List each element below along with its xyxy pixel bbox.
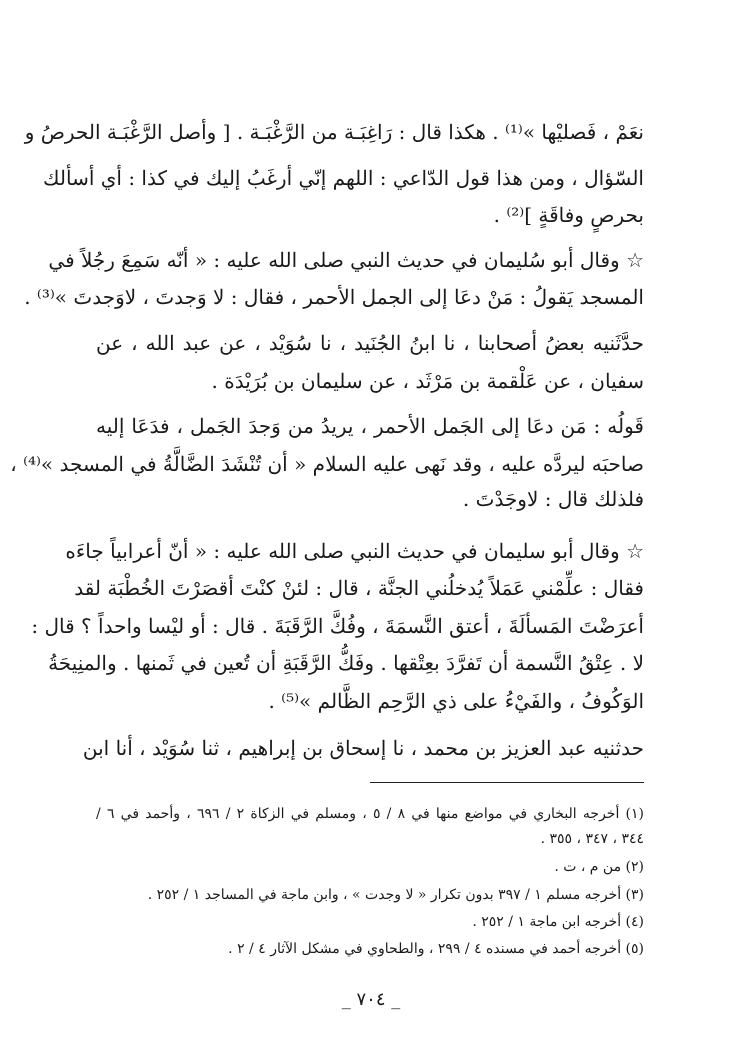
footnote-separator bbox=[370, 782, 644, 783]
body-line: فقال : علِّمْني عَمَلاً يُدخلُني الجنَّة ، قال : لئنْ كنْتَ أقصَرْتَ الخُطْبَة لقد bbox=[74, 576, 644, 600]
footnote-line: (٢) من م ، ت . bbox=[554, 859, 644, 875]
footnote-line: (٣) أخرجه مسلم ١ / ٣٩٧ بدون تكرار « لا وجدت » ، وابن ماجة في المساجد ١ / ٢٥٢ . bbox=[147, 887, 644, 903]
footnote-line: (٤) أخرجه ابن ماجة ١ / ٢٥٢ . bbox=[472, 914, 644, 930]
body-line: صاحبَه ليردَّه عليه ، وقد نَهى عليه السلام « أن تُنْشَدَ الضَّالَّةُ في المسجد »⁽⁴⁾ ، bbox=[10, 452, 644, 476]
body-line: قَولُه : مَن دعَا إلى الجَمل الأحمر ، يريدُ من وَجدَ الجَمل ، فدَعَا إليه bbox=[96, 414, 644, 438]
body-line: ☆ وقال أبو سُليمان في حديث النبي صلى الله عليه : « أنّه سَمِعَ رجُلاً في bbox=[48, 248, 644, 272]
body-line: ☆ وقال أبو سليمان في حديث النبي صلى الله عليه : « أنّ أعرابياً جاءَه bbox=[65, 539, 644, 563]
body-line: لا . عِتْقُ النَّسمة أن تَفرَّدَ بعِتْقها . وفَكُّ الرَّقَبَةِ أن تُعين في ثَمنها . والمنِيحَةُ bbox=[48, 651, 644, 675]
page-number: _ ٧٠٤ _ bbox=[341, 989, 401, 1010]
body-line: بحرصٍ وفاقَةٍ ]⁽²⁾ . bbox=[493, 203, 644, 227]
footnote-line: ٣٤٤ ، ٣٤٧ ، ٣٥٥ . bbox=[540, 831, 644, 847]
body-line: نعَمْ ، فَصليْها »⁽¹⁾ . هكذا قال : رَاغِبَـة من الرَّغْبَـة . [ وأصل الرَّغْبَـة الحرصُ و bbox=[24, 120, 644, 144]
body-line: فلذلك قال : لاوجَدْتَ . bbox=[462, 487, 644, 511]
body-line: الوَكُوفُ ، والفَيْءُ على ذي الرَّحِم الظَّالم »⁽⁵⁾ . bbox=[268, 689, 644, 713]
body-line: حدَّثَنيه بعضُ أصحابنا ، نا ابنُ الجُنَيد ، نا سُوَيْد ، عن عبد الله ، عن bbox=[96, 331, 644, 355]
footnote-line: (٥) أخرجه أحمد في مسنده ٤ / ٢٩٩ ، والطحاوي في مشكل الآثار ٤ / ٢ . bbox=[228, 941, 644, 957]
footnote-line: (١) أخرجه البخاري في مواضع منها في ٨ / ٥ ، ومسلم في الزكاة ٢ / ٦٩٦ ، وأحمد في ٦ / bbox=[96, 806, 645, 822]
body-line: سفيان ، عن عَلْقمة بن مَرْثَد ، عن سليمان بن بُرَيْدَة . bbox=[211, 369, 644, 393]
body-line: أعرَضْتَ المَسألَةَ ، أعتق النَّسمَةَ ، وفُكَّ الرَّقَبَةَ . قال : أو ليْسا واحداً ؟ قال : bbox=[31, 614, 644, 638]
body-line: المسجد يَقولُ : مَنْ دعَا إلى الجمل الأحمر ، فقال : لا وَجدتَ ، لاوَجدتَ »⁽³⁾ . bbox=[24, 285, 644, 309]
body-line: السّؤال ، ومن هذا قول الدّاعي : اللهم إنّي أرغَبُ إليك في كذا : أي أسألك bbox=[43, 166, 644, 190]
body-line: حدثنيه عبد العزيز بن محمد ، نا إسحاق بن إبراهيم ، ثنا سُوَيْد ، أنا ابن bbox=[82, 736, 644, 760]
